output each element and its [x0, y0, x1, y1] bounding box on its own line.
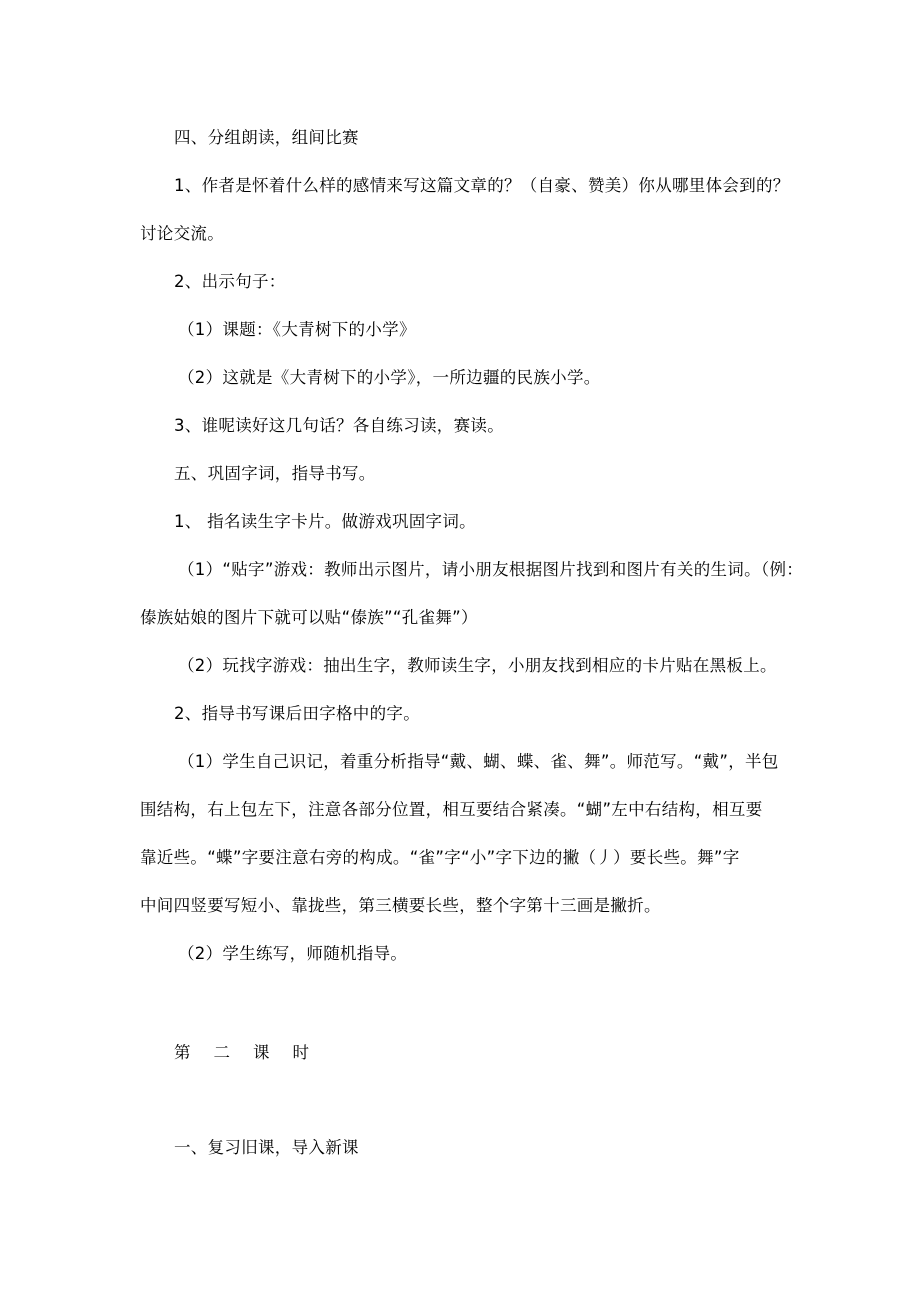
paragraph-line: 2、指导书写课后田字格中的字。 — [174, 704, 420, 723]
lesson-period-heading: 第二课时 — [174, 1043, 332, 1062]
paragraph-line: （2）这就是《大青树下的小学》，一所边疆的民族小学。 — [178, 368, 601, 387]
section-heading-four: 四、分组朗读，组间比赛 — [174, 128, 359, 147]
paragraph-line: 1、 指名读生字卡片。做游戏巩固字词。 — [174, 512, 476, 531]
paragraph-line: 靠近些。“蝶”字要注意右旁的构成。“雀”字“小”字下边的撇（丿）要长些。舞”字 — [140, 848, 740, 867]
paragraph-line: 中间四竖要写短小、靠拢些，第三横要长些，整个字第十三画是撇折。 — [140, 896, 661, 915]
paragraph-line: （1）“贴字”游戏：教师出示图片，请小朋友根据图片找到和图片有关的生词。（例： — [178, 560, 804, 579]
paragraph-line: 讨论交流。 — [140, 224, 224, 243]
paragraph-line: 围结构，右上包左下，注意各部分位置，相互要结合紧凑。“蝴”左中右结构，相互要 — [140, 800, 763, 819]
paragraph-line: （2）玩找字游戏：抽出生字，教师读生字，小朋友找到相应的卡片贴在黑板上。 — [178, 656, 777, 675]
paragraph-line: （1）课题：《大青树下的小学》 — [178, 320, 416, 339]
paragraph-line: （1）学生自己识记，着重分析指导“戴、蝴、蝶、雀、舞”。师范写。“戴”，半包 — [178, 752, 779, 771]
paragraph-line: （2）学生练写，师随机指导。 — [178, 944, 408, 963]
paragraph-line: 1、作者是怀着什么样的感情来写这篇文章的？（自豪、赞美）你从哪里体会到的？ — [174, 176, 790, 195]
section-heading-five: 五、巩固字词，指导书写。 — [174, 464, 376, 483]
paragraph-line: 3、谁呢读好这几句话？各自练习读，赛读。 — [174, 416, 504, 435]
paragraph-line: 傣族姑娘的图片下就可以贴“傣族”“孔雀舞”） — [140, 608, 478, 627]
section-heading-review: 一、复习旧课，导入新课 — [174, 1138, 359, 1157]
paragraph-line: 2、出示句子： — [174, 272, 286, 291]
